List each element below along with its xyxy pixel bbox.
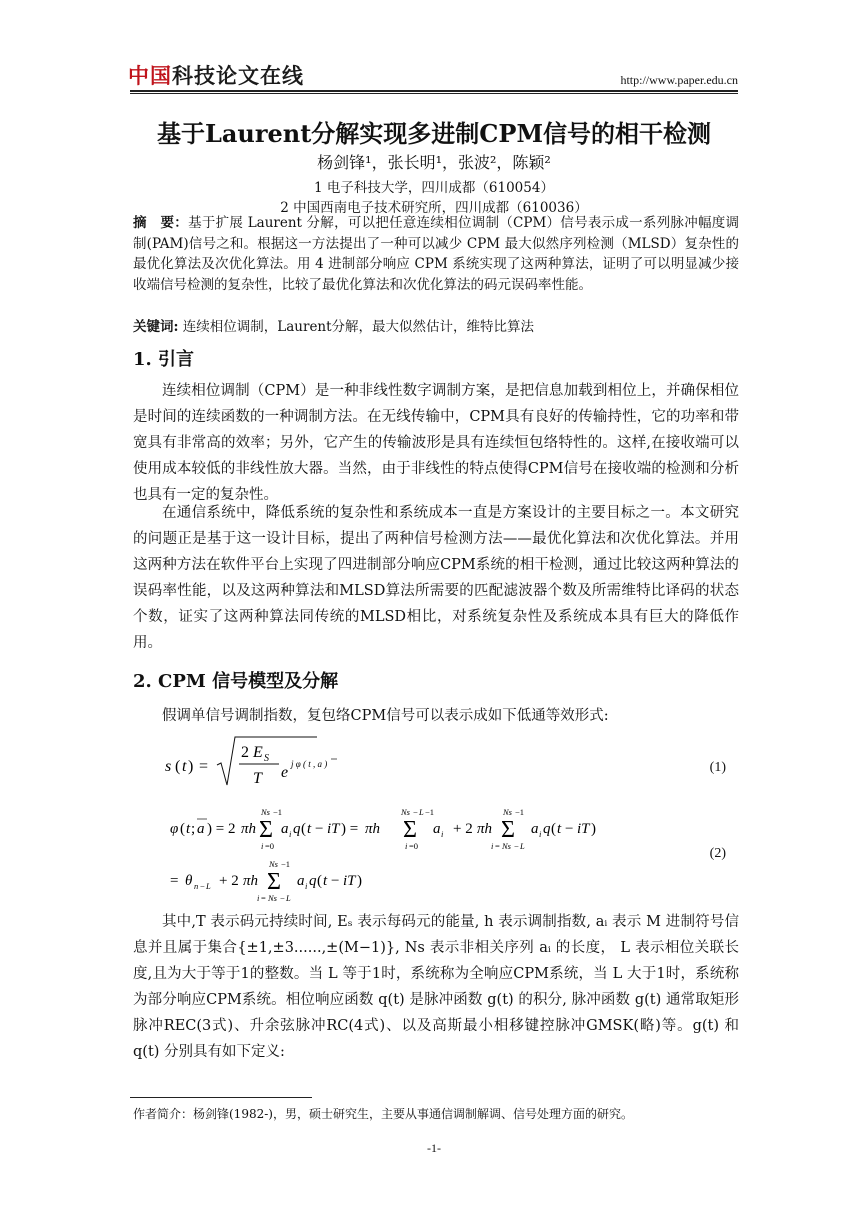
- svg-text:i: i: [539, 829, 542, 839]
- svg-text:L: L: [206, 881, 211, 891]
- svg-text:φ: φ: [170, 821, 179, 837]
- header-rule: [130, 90, 738, 92]
- authors: 杨剑锋¹，张长明¹，张波²，陈颖²: [317, 153, 551, 172]
- svg-text:(: (: [317, 873, 322, 889]
- section-2-heading: 2. CPM 信号模型及分解: [133, 671, 339, 692]
- svg-text:πh: πh: [243, 873, 259, 889]
- equation-2-number: (2): [709, 846, 726, 861]
- svg-text:E: E: [253, 744, 263, 761]
- svg-text:i: i: [405, 841, 408, 851]
- affiliation-1: 1 电子科技大学，四川成都（610054）: [314, 180, 554, 196]
- section-2-intro: 假调单信号调制指数，复包络CPM信号可以表示成如下低通等效形式:: [162, 708, 609, 724]
- svg-text:a: a: [297, 873, 305, 889]
- svg-text:−: −: [413, 807, 418, 817]
- svg-text:i: i: [441, 829, 444, 839]
- svg-text:Σ: Σ: [501, 817, 515, 843]
- svg-text:(: (: [301, 821, 306, 837]
- svg-text:j φ ( t , a ): j φ ( t , a ): [291, 759, 328, 769]
- svg-text:−: −: [514, 841, 519, 851]
- svg-text:Ns: Ns: [269, 859, 278, 869]
- journal-logo: 中国科技论文在线: [128, 64, 304, 88]
- svg-text:e: e: [281, 764, 289, 781]
- svg-text:Σ: Σ: [267, 869, 281, 895]
- footnote-rule: [130, 1097, 312, 1098]
- svg-text:πh: πh: [477, 821, 493, 837]
- svg-text:Ns: Ns: [261, 807, 270, 817]
- svg-text:−1: −1: [425, 807, 435, 817]
- section-1-paragraph-1: 连续相位调制（CPM）是一种非线性数字调制方案，是把信息加载到相位上，并确保相位是时间的连续函数的一种调制方法。在无线传输中，CPM具有良好的传输持性，它的功率和带宽具有非常高的效率；另外，它产生的传输波形是具有连续恒包络特性的。这样,在接收端可以使用成本较低的非线性放大器。当然，由于非线性的特点使得CPM信号在接收端的检测和分析也具有一定的复杂性。: [133, 383, 739, 503]
- abstract-text: 基于扩展 Laurent 分解，可以把任意连续相位调制（CPM）信号表示成一系列脉冲幅度调制(PAM)信号之和。根据这一方法提出了一种可以减少 CPM 最大似然序列检测（MLSD）复杂性的最优化算法及次优化算法。用 4 进制部分响应 CPM 系统实现了这两种算法，证明了可以明显减少接收端信号检测的复杂性，比较了最优化算法和次优化算法的码元误码率性能。: [133, 215, 740, 293]
- svg-text:=0: =0: [265, 841, 275, 851]
- header-rule-thin: [130, 93, 738, 94]
- svg-text:a: a: [197, 821, 205, 837]
- svg-text:Ns: Ns: [503, 807, 512, 817]
- section-1-heading: 1. 引言: [133, 349, 195, 370]
- keywords-label: 关键词:: [133, 319, 179, 335]
- svg-text:): ): [188, 758, 194, 775]
- svg-text:a: a: [281, 821, 289, 837]
- svg-text:Σ: Σ: [403, 817, 417, 843]
- svg-text:=: =: [199, 758, 209, 775]
- svg-text:−: −: [280, 893, 285, 903]
- keywords: [133, 315, 739, 335]
- svg-text:−: −: [565, 821, 574, 837]
- svg-text:i: i: [305, 881, 308, 891]
- svg-text:i: i: [261, 841, 264, 851]
- svg-text:t: t: [307, 821, 312, 837]
- section-2-paragraph: 其中,T 表示码元持续时间, Eₛ 表示每码元的能量, h 表示调制指数, aᵢ 表示 M 进制符号信息并且属于集合{±1,±3......,±(M−1)}, Ns 表示非相关序列 aᵢ 的长度， L 表示相位关联长度,且为大于等于1的整数。当 L 等于1时，系统称为全响应CPM系统，当 L 大于1时，系统称为部分响应CPM系统。相位响应函数 q(t) 是脉冲函数 g(t) 的积分, 脉冲函数 g(t) 通常取矩形脉冲REC(3式)、升余弦脉冲RC(4式)、以及高斯最小相移键控脉冲GMSK(略)等。g(t) 和 q(t) 分别具有如下定义:: [133, 914, 739, 1060]
- svg-text:i: i: [289, 829, 292, 839]
- abstract: [133, 213, 739, 295]
- footnote: 作者简介：杨剑锋(1982-)，男，硕士研究生，主要从事通信调制解调、信号处理方面的研究。: [133, 1107, 633, 1121]
- svg-text:a: a: [433, 821, 441, 837]
- svg-text:S: S: [264, 753, 269, 764]
- equation-1: [165, 733, 365, 793]
- page-number: -1-: [427, 1141, 441, 1155]
- svg-text:(: (: [551, 821, 556, 837]
- svg-text:iT: iT: [327, 821, 340, 837]
- svg-text:L: L: [286, 893, 291, 903]
- svg-text:t: t: [557, 821, 562, 837]
- svg-text:−1: −1: [515, 807, 525, 817]
- svg-text:i: i: [257, 893, 260, 903]
- svg-text:t: t: [182, 758, 187, 775]
- header-url[interactable]: http://www.paper.edu.cn: [620, 73, 738, 87]
- svg-text:Ns: Ns: [401, 807, 410, 817]
- svg-text:−: −: [331, 873, 340, 889]
- svg-text:): ): [357, 873, 362, 889]
- equation-2: [165, 805, 615, 910]
- svg-text:−1: −1: [281, 859, 291, 869]
- equation-1-number: (1): [709, 760, 726, 775]
- section-1-paragraph-2: 在通信系统中，降低系统的复杂性和系统成本一直是方案设计的主要目标之一。本文研究的问题正是基于这一设计目标，提出了两种信号检测方法——最优化算法和次优化算法。并用这两种方法在软件平台上实现了四进制部分响应CPM系统的相干检测，通过比较这两种算法的误码率性能，以及这两种算法和MLSD算法所需要的匹配滤波器个数及所需维特比译码的状态个数，证实了这两种算法同传统的MLSD相比，对系统复杂性及系统成本具有巨大的降低作用。: [133, 505, 739, 651]
- svg-text:t: t: [186, 821, 191, 837]
- svg-text:+ 2: + 2: [453, 821, 473, 837]
- svg-text:(: (: [180, 821, 185, 837]
- svg-text:(: (: [175, 758, 181, 775]
- keywords-text: 连续相位调制，Laurent分解，最大似然估计，维特比算法: [182, 319, 535, 335]
- svg-text:Σ: Σ: [259, 817, 273, 843]
- svg-text:q: q: [309, 873, 317, 889]
- svg-text:=0: =0: [409, 841, 419, 851]
- svg-text:=: =: [170, 873, 179, 889]
- abstract-label: 摘 要：: [133, 215, 189, 231]
- svg-text:q: q: [293, 821, 301, 837]
- svg-text:L: L: [520, 841, 525, 851]
- svg-text:iT: iT: [577, 821, 590, 837]
- svg-text:t: t: [323, 873, 328, 889]
- svg-text:T: T: [253, 770, 262, 787]
- svg-text:L: L: [419, 807, 424, 817]
- svg-text:−: −: [315, 821, 324, 837]
- svg-text:a: a: [531, 821, 539, 837]
- svg-text:2: 2: [241, 744, 249, 761]
- svg-text:θ: θ: [185, 873, 193, 889]
- svg-text:q: q: [543, 821, 551, 837]
- svg-text:) =: ) =: [341, 821, 359, 837]
- svg-text:+ 2: + 2: [219, 873, 239, 889]
- svg-text:iT: iT: [343, 873, 356, 889]
- svg-text:Ns: Ns: [502, 841, 511, 851]
- affiliation-2: 2 中国西南电子技术研究所，四川成都（610036）: [280, 200, 588, 216]
- svg-text:s: s: [165, 758, 172, 775]
- svg-text:−1: −1: [273, 807, 283, 817]
- svg-text:Ns: Ns: [268, 893, 277, 903]
- svg-text:) = 2: ) = 2: [207, 821, 236, 837]
- svg-text:n: n: [194, 881, 199, 891]
- svg-text:i: i: [491, 841, 494, 851]
- svg-text:;: ;: [191, 821, 196, 837]
- svg-text:πh: πh: [365, 821, 381, 837]
- svg-text:−: −: [200, 881, 205, 891]
- svg-text:=: =: [495, 841, 500, 851]
- svg-text:πh: πh: [241, 821, 257, 837]
- svg-text:=: =: [261, 893, 266, 903]
- paper-title: 基于Laurent分解实现多进制CPM信号的相干检测: [156, 119, 712, 148]
- svg-text:): ): [591, 821, 596, 837]
